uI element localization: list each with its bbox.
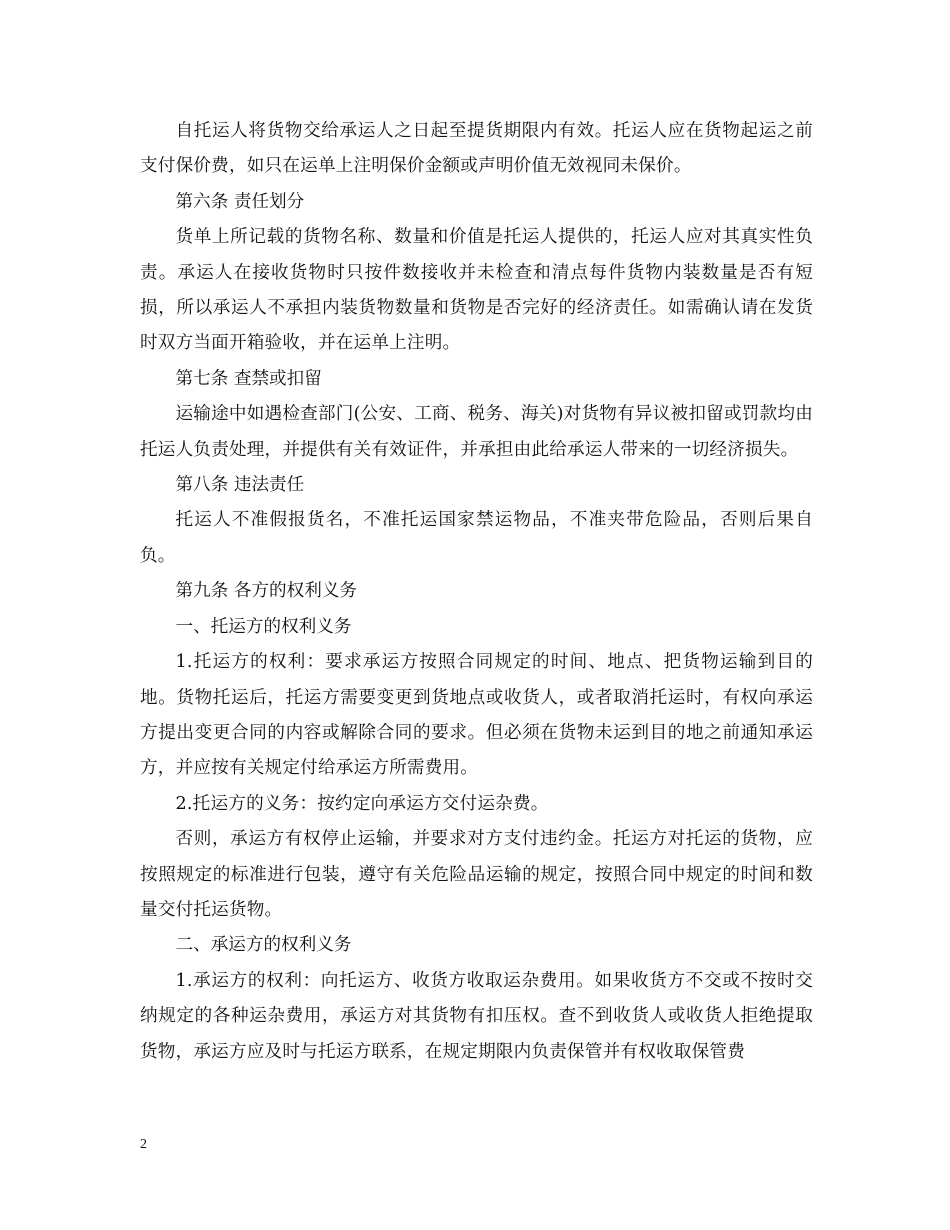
paragraph-liability-division: 货单上所记载的货物名称、数量和价值是托运人提供的，托运人应对其真实性负责。承运人在接收货物时只按件数接收并未检查和清点每件货物内装数量是否有短损，所以承运人不承担内装货物数量和货物是否完好的经济责任。如需确认请在发货时双方当面开箱验收，并在运单上注明。 xyxy=(140,227,813,354)
paragraph-carrier-rights: 1.承运方的权利：向托运方、收货方收取运杂费用。如果收货方不交或不按时交纳规定的各种运杂费用，承运方对其货物有扣压权。查不到收货人或收货人拒绝提取货物，承运方应及时与托运方联系，在规定期限内负责保管并有权收取保管费 xyxy=(140,970,813,1062)
article-7-heading: 第七条 查禁或扣留 xyxy=(175,368,322,389)
paragraph-consignor-obligations-detail: 否则，承运方有权停止运输，并要求对方支付违约金。托运方对托运的货物，应按照规定的标准进行包装，遵守有关危险品运输的规定，按照合同中规定的时间和数量交付托运货物。 xyxy=(140,829,813,920)
article-8-heading: 第八条 违法责任 xyxy=(175,475,305,496)
page-number: 2 xyxy=(140,1137,147,1152)
carrier-rights-heading: 二、承运方的权利义务 xyxy=(175,935,352,956)
paragraph-seizure-detention: 运输途中如遇检查部门(公安、工商、税务、海关)对货物有异议被扣留或罚款均由托运人负责处理，并提供有关有效证件，并承担由此给承运人带来的一切经济损失。 xyxy=(140,404,813,460)
paragraph-consignor-rights: 1.托运方的权利：要求承运方按照合同规定的时间、地点、把货物运输到目的地。货物托运后，托运方需要变更到货地点或收货人，或者取消托运时，有权向承运方提出变更合同的内容或解除合同的要求。但必须在货物未运到目的地之前通知承运方，并应按有关规定付给承运方所需费用。 xyxy=(140,652,813,779)
document-body xyxy=(140,114,813,1070)
article-6-heading: 第六条 责任划分 xyxy=(175,191,305,212)
consignor-rights-heading: 一、托运方的权利义务 xyxy=(175,616,352,637)
article-9-heading: 第九条 各方的权利义务 xyxy=(175,581,358,602)
paragraph-insurance-validity: 自托运人将货物交给承运人之日起至提货期限内有效。托运人应在货物起运之前支付保价费，如只在运单上注明保价金额或声明价值无效视同未保价。 xyxy=(140,121,813,177)
paragraph-consignor-obligations: 2.托运方的义务：按约定向承运方交付运杂费。 xyxy=(175,793,549,814)
paragraph-illegal-liability: 托运人不准假报货名，不准托运国家禁运物品，不准夹带危险品，否则后果自负。 xyxy=(140,510,813,566)
